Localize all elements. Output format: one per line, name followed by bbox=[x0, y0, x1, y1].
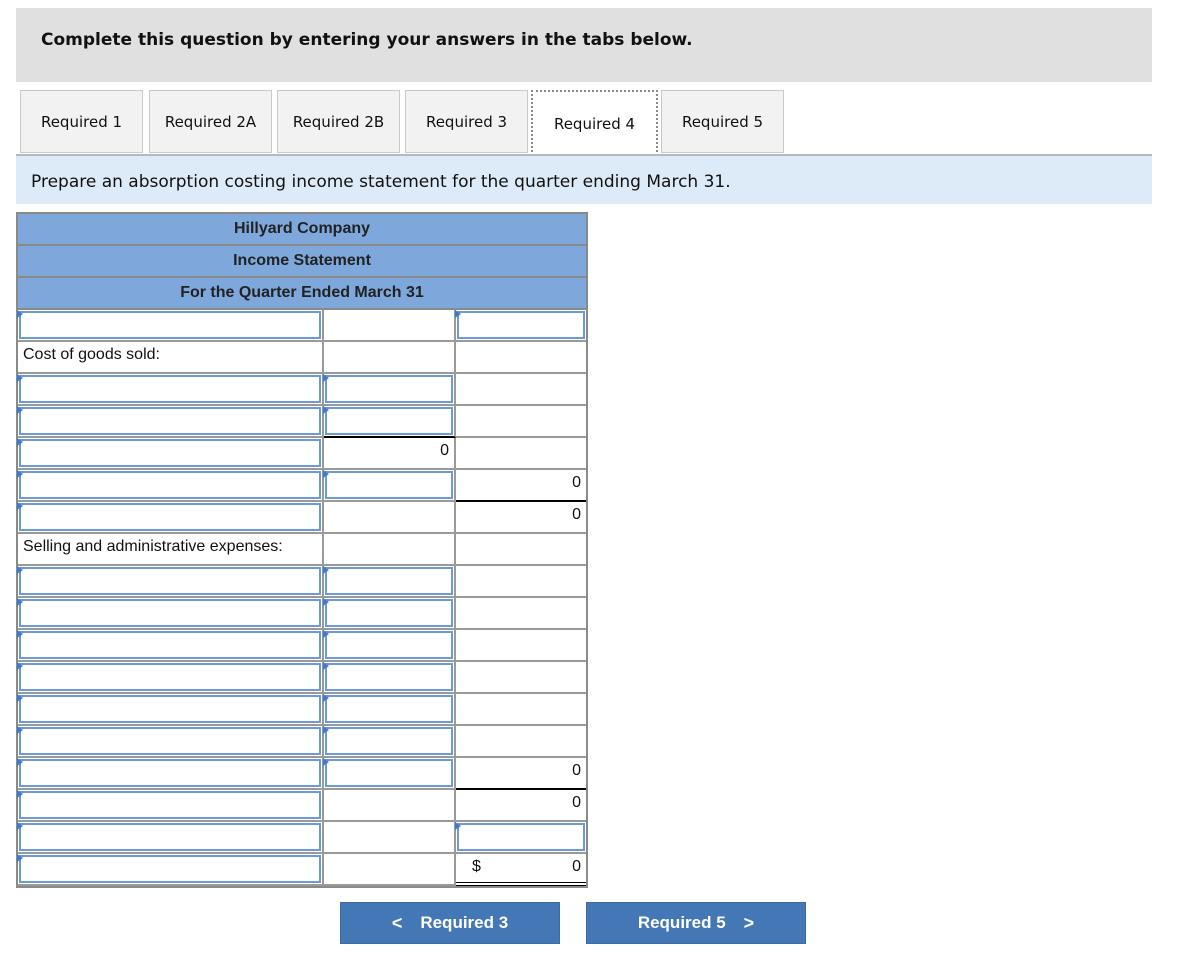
instruction-text: Prepare an absorption costing income statement for the quarter ending March 31. bbox=[31, 172, 731, 192]
row-11-mid-cell[interactable] bbox=[324, 630, 456, 662]
row-10-mid-input[interactable] bbox=[325, 599, 453, 627]
row-9-mid-cell[interactable] bbox=[324, 566, 456, 598]
row-4-mid-input[interactable] bbox=[325, 407, 453, 435]
dropdown-marker-icon bbox=[17, 438, 23, 446]
row-13-mid-input[interactable] bbox=[325, 695, 453, 723]
row-6-mid-input[interactable] bbox=[325, 471, 453, 499]
dropdown-marker-icon bbox=[17, 566, 23, 574]
row-9-mid-input[interactable] bbox=[325, 567, 453, 595]
row-10-mid-cell[interactable] bbox=[324, 598, 456, 630]
row-17-right-cell[interactable] bbox=[456, 822, 586, 854]
row-18-mid-cell bbox=[324, 854, 456, 886]
row-15-label-cell[interactable] bbox=[18, 758, 324, 790]
row-11-label-input[interactable] bbox=[19, 631, 321, 659]
dropdown-marker-icon bbox=[323, 630, 329, 638]
tab-required-3[interactable]: Required 3 bbox=[405, 90, 528, 153]
row-1-label-input[interactable] bbox=[19, 311, 321, 339]
row-label: Selling and administrative expenses: bbox=[23, 538, 283, 555]
row-13-label-input[interactable] bbox=[19, 695, 321, 723]
row-9-label-input[interactable] bbox=[19, 567, 321, 595]
dropdown-marker-icon bbox=[323, 662, 329, 670]
dropdown-marker-icon bbox=[455, 310, 461, 318]
income-statement-table bbox=[16, 212, 588, 888]
dropdown-marker-icon bbox=[323, 694, 329, 702]
row-right-value: 0 bbox=[572, 762, 581, 779]
row-12-right-cell bbox=[456, 662, 586, 694]
row-8-label-cell bbox=[18, 534, 324, 566]
row-4-label-cell[interactable] bbox=[18, 406, 324, 438]
row-12-mid-cell[interactable] bbox=[324, 662, 456, 694]
instructions-banner bbox=[16, 8, 1152, 82]
row-16-label-input[interactable] bbox=[19, 791, 321, 819]
row-4-mid-cell[interactable] bbox=[324, 406, 456, 438]
row-16-right-cell bbox=[456, 790, 586, 822]
row-3-label-cell[interactable] bbox=[18, 374, 324, 406]
dropdown-marker-icon bbox=[17, 790, 23, 798]
row-4-right-cell bbox=[456, 406, 586, 438]
row-15-right-cell bbox=[456, 758, 586, 790]
row-5-mid-cell bbox=[324, 438, 456, 470]
currency-symbol: $ bbox=[472, 858, 481, 875]
row-18-right-cell bbox=[456, 854, 586, 886]
row-10-label-cell[interactable] bbox=[18, 598, 324, 630]
row-7-mid-cell bbox=[324, 502, 456, 534]
dropdown-marker-icon bbox=[17, 310, 23, 318]
company-name: Hillyard Company bbox=[18, 214, 586, 246]
dropdown-marker-icon bbox=[17, 406, 23, 414]
row-16-mid-cell bbox=[324, 790, 456, 822]
row-9-right-cell bbox=[456, 566, 586, 598]
tab-required-2a[interactable]: Required 2A bbox=[149, 90, 272, 153]
row-14-mid-input[interactable] bbox=[325, 727, 453, 755]
row-6-label-input[interactable] bbox=[19, 471, 321, 499]
tab-required-2b[interactable]: Required 2B bbox=[277, 90, 400, 153]
dropdown-marker-icon bbox=[17, 758, 23, 766]
row-18-label-cell[interactable] bbox=[18, 854, 324, 886]
row-13-mid-cell[interactable] bbox=[324, 694, 456, 726]
instruction-box bbox=[16, 156, 1152, 204]
dropdown-marker-icon bbox=[17, 630, 23, 638]
dropdown-marker-icon bbox=[17, 598, 23, 606]
chevron-left-icon: < bbox=[391, 912, 403, 933]
row-14-label-cell[interactable] bbox=[18, 726, 324, 758]
row-7-label-cell[interactable] bbox=[18, 502, 324, 534]
row-right-value: 0 bbox=[572, 794, 581, 811]
row-10-label-input[interactable] bbox=[19, 599, 321, 627]
tab-required-4[interactable]: Required 4 bbox=[531, 90, 658, 156]
row-2-label-cell bbox=[18, 342, 324, 374]
next-required-5-button[interactable] bbox=[586, 902, 806, 944]
dropdown-marker-icon bbox=[323, 374, 329, 382]
row-5-label-cell[interactable] bbox=[18, 438, 324, 470]
row-label: Cost of goods sold: bbox=[23, 346, 160, 363]
row-14-label-input[interactable] bbox=[19, 727, 321, 755]
tab-required-1[interactable]: Required 1 bbox=[20, 90, 143, 153]
row-1-right-input[interactable] bbox=[457, 311, 585, 339]
row-3-label-input[interactable] bbox=[19, 375, 321, 403]
dropdown-marker-icon bbox=[17, 726, 23, 734]
row-7-label-input[interactable] bbox=[19, 503, 321, 531]
banner-text: Complete this question by entering your answers in the tabs below. bbox=[41, 30, 693, 50]
row-right-value: 0 bbox=[572, 474, 581, 491]
row-17-mid-cell bbox=[324, 822, 456, 854]
row-3-mid-cell[interactable] bbox=[324, 374, 456, 406]
row-4-label-input[interactable] bbox=[19, 407, 321, 435]
dropdown-marker-icon bbox=[323, 758, 329, 766]
row-1-right-cell[interactable] bbox=[456, 310, 586, 342]
dropdown-marker-icon bbox=[323, 566, 329, 574]
row-3-mid-input[interactable] bbox=[325, 375, 453, 403]
row-mid-value: 0 bbox=[440, 442, 449, 459]
row-14-right-cell bbox=[456, 726, 586, 758]
row-12-label-cell[interactable] bbox=[18, 662, 324, 694]
chevron-right-icon: > bbox=[743, 912, 755, 933]
row-11-mid-input[interactable] bbox=[325, 631, 453, 659]
row-17-label-input[interactable] bbox=[19, 823, 321, 851]
statement-title: Income Statement bbox=[18, 246, 586, 278]
row-6-right-cell bbox=[456, 470, 586, 502]
dropdown-marker-icon bbox=[17, 694, 23, 702]
row-16-label-cell[interactable] bbox=[18, 790, 324, 822]
row-12-mid-input[interactable] bbox=[325, 663, 453, 691]
row-11-right-cell bbox=[456, 630, 586, 662]
statement-period: For the Quarter Ended March 31 bbox=[18, 278, 586, 310]
row-9-label-cell[interactable] bbox=[18, 566, 324, 598]
next-button-label: Required 5 bbox=[637, 913, 726, 932]
dropdown-marker-icon bbox=[323, 470, 329, 478]
row-17-label-cell[interactable] bbox=[18, 822, 324, 854]
dropdown-marker-icon bbox=[17, 854, 23, 862]
dropdown-marker-icon bbox=[17, 374, 23, 382]
row-12-label-input[interactable] bbox=[19, 663, 321, 691]
dropdown-marker-icon bbox=[17, 470, 23, 478]
row-18-label-input[interactable] bbox=[19, 855, 321, 883]
prev-required-3-button[interactable] bbox=[340, 902, 560, 944]
row-10-right-cell bbox=[456, 598, 586, 630]
row-2-right-cell bbox=[456, 342, 586, 374]
row-2-mid-cell bbox=[324, 342, 456, 374]
dropdown-marker-icon bbox=[17, 662, 23, 670]
row-8-mid-cell bbox=[324, 534, 456, 566]
row-right-value: 0 bbox=[572, 858, 581, 875]
row-8-right-cell bbox=[456, 534, 586, 566]
row-5-label-input[interactable] bbox=[19, 439, 321, 467]
row-right-value: 0 bbox=[572, 506, 581, 523]
prev-button-label: Required 3 bbox=[420, 913, 509, 932]
row-7-right-cell bbox=[456, 502, 586, 534]
row-15-label-input[interactable] bbox=[19, 759, 321, 787]
row-15-mid-input[interactable] bbox=[325, 759, 453, 787]
row-14-mid-cell[interactable] bbox=[324, 726, 456, 758]
row-17-right-input[interactable] bbox=[457, 823, 585, 851]
dropdown-marker-icon bbox=[17, 502, 23, 510]
row-13-label-cell[interactable] bbox=[18, 694, 324, 726]
row-3-right-cell bbox=[456, 374, 586, 406]
row-1-label-cell[interactable] bbox=[18, 310, 324, 342]
dropdown-marker-icon bbox=[323, 598, 329, 606]
dropdown-marker-icon bbox=[323, 406, 329, 414]
dropdown-marker-icon bbox=[323, 726, 329, 734]
dropdown-marker-icon bbox=[455, 822, 461, 830]
row-5-right-cell bbox=[456, 438, 586, 470]
dropdown-marker-icon bbox=[17, 822, 23, 830]
row-6-label-cell[interactable] bbox=[18, 470, 324, 502]
row-11-label-cell[interactable] bbox=[18, 630, 324, 662]
row-13-right-cell bbox=[456, 694, 586, 726]
row-1-mid-cell bbox=[324, 310, 456, 342]
row-15-mid-cell[interactable] bbox=[324, 758, 456, 790]
tab-required-5[interactable]: Required 5 bbox=[661, 90, 784, 153]
row-6-mid-cell[interactable] bbox=[324, 470, 456, 502]
